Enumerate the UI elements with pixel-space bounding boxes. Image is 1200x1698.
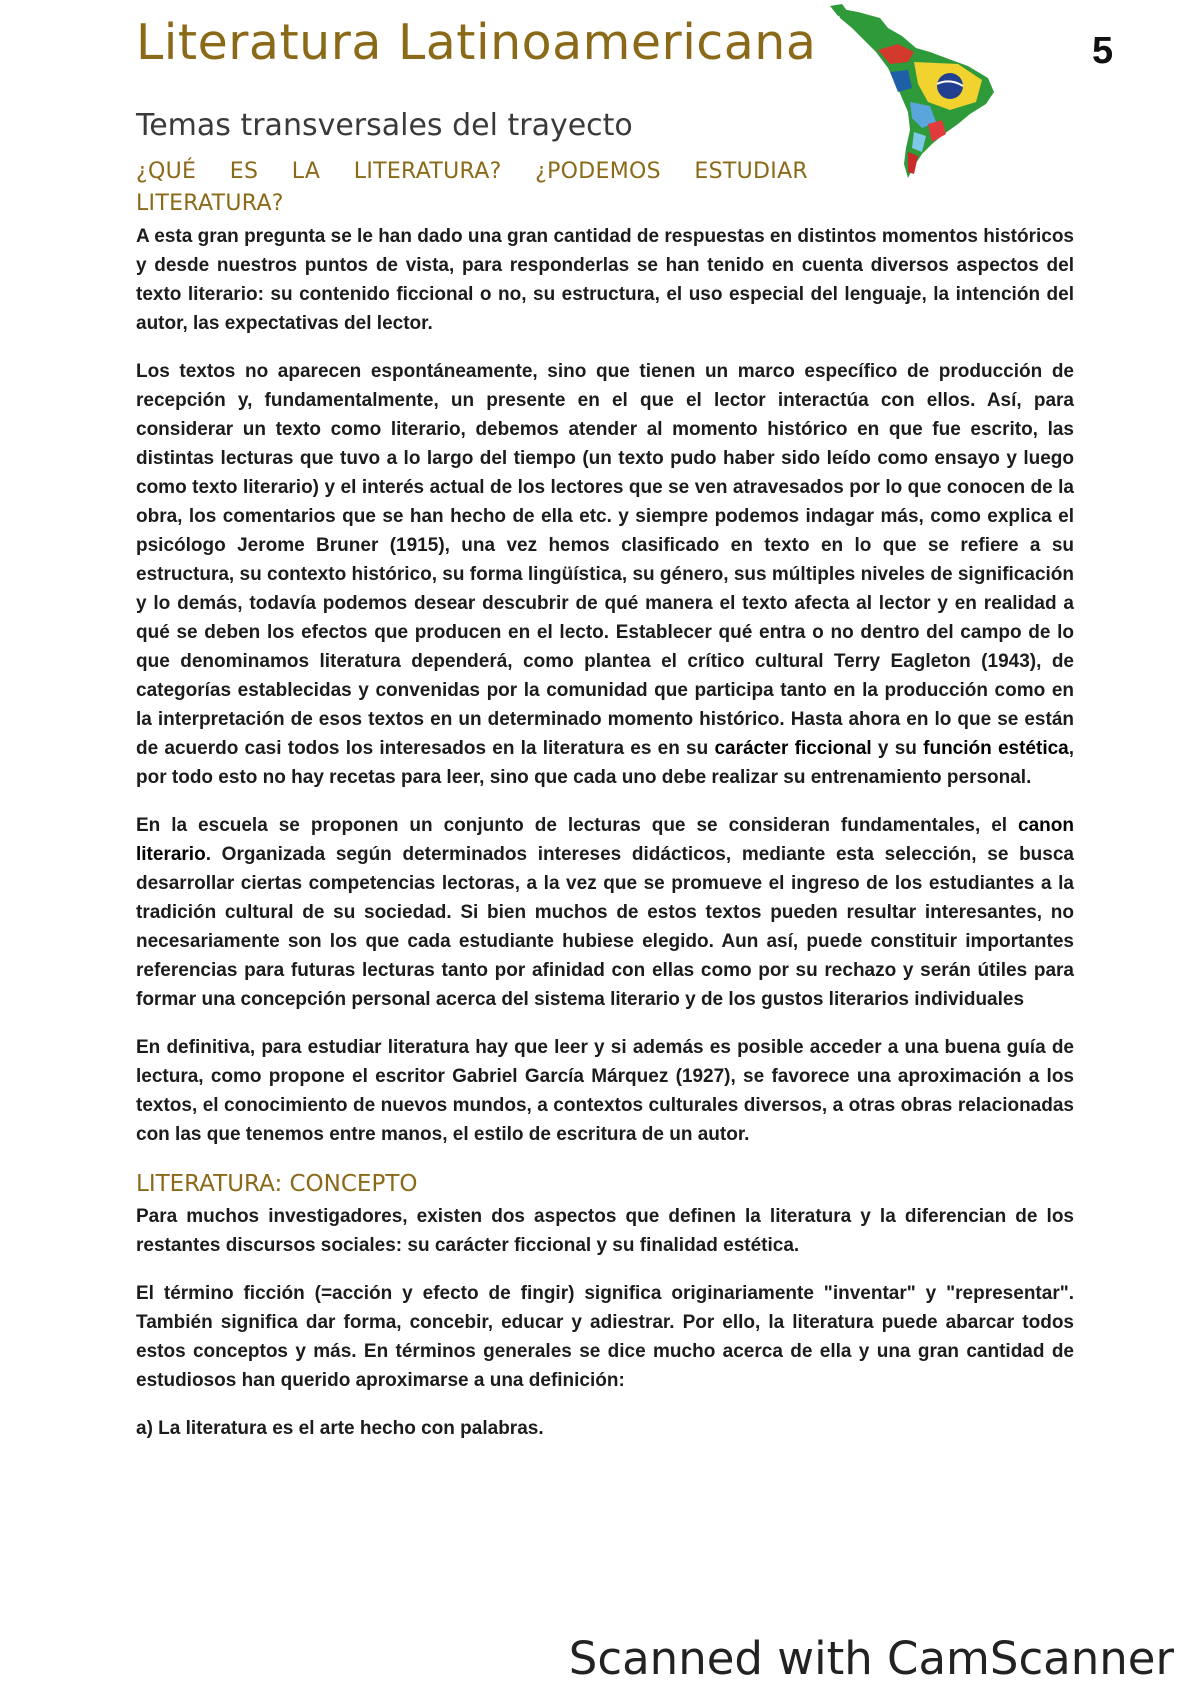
document-title: Literatura Latinoamericana <box>136 14 817 71</box>
question-heading: ¿QUÉ ES LA LITERATURA? ¿PODEMOS ESTUDIAR LITERATURA? <box>136 159 808 216</box>
paragraph-canon <box>136 811 1074 1014</box>
camscanner-watermark: Scanned with CamScanner <box>568 1632 1174 1685</box>
document-body <box>136 222 1074 1462</box>
paragraph-concept-intro: Para muchos investigadores, existen dos aspectos que definen la literatura y la diferencian de los restantes discursos sociales: su carácter ficcional y su finalidad estética. <box>136 1206 1074 1256</box>
latin-america-map-icon <box>818 2 1018 180</box>
concept-section-heading: LITERATURA: CONCEPTO <box>136 1171 418 1197</box>
paragraph-context-text-2: y su <box>871 738 924 759</box>
paragraph-canon-text-2: . Organizada según determinados intereses didácticos, mediante esta selección, se busca desarrollar ciertas competencias lectoras, a la vez que se promueve el ingreso de los estudiantes a la tradición cultural de su sociedad. Si bien muchos de estos textos pueden resultar interesantes, no necesariamente son los que cada estudiante hubiese elegido. Aun así, puede constituir importantes referencias para futuras lecturas tanto por afinidad con ellas como por su rechazo y serán útiles para formar una concepción personal acerca del sistema literario y de los gustos literarios individuales <box>136 844 1074 1010</box>
paragraph-fiction-term: El término ficción (=acción y efecto de fingir) significa originariamente "inventar" y "representar". También significa dar forma, concebir, educar y adiestrar. Por ello, la literatura puede abarcar todos estos conceptos y más. En términos generales se dice mucho acerca de ella y una gran cantidad de estudiosos han querido aproximarse a una definición: <box>136 1283 1074 1391</box>
paragraph-context <box>136 357 1074 792</box>
paragraph-conclusion: En definitiva, para estudiar literatura hay que leer y si además es posible acceder a una buena guía de lectura, como propone el escritor Gabriel García Márquez (1927), se favorece una aproximación a los textos, el conocimiento de nuevos mundos, a contextos culturales diversos, a otras obras relacionadas con las que tenemos entre manos, el estilo de escritura de un autor. <box>136 1037 1074 1145</box>
paragraph-context-text-3: , por todo esto no hay recetas para leer, sino que cada uno debe realizar su entrenamiento personal. <box>136 738 1075 788</box>
emphasis-fictional-character: carácter ficcional <box>714 738 872 759</box>
emphasis-literary-canon: canon literario <box>136 815 1074 865</box>
page-number: 5 <box>1092 30 1114 72</box>
emphasis-aesthetic-function: función estética <box>923 738 1069 759</box>
paragraph-context-text-1: Los textos no aparecen espontáneamente, sino que tienen un marco específico de producción de recepción y, fundamentalmente, un presente en el que el lector interactúa con ellos. Así, para considerar un texto como literario, debemos atender al momento histórico en que fue escrito, las distintas lecturas que tuvo a lo largo del tiempo (un texto pudo haber sido leído como ensayo y luego como texto literario) y el interés actual de los lectores que se ven atravesados por lo que conocen de la obra, los comentarios que se han hecho de ella etc. y siempre podemos indagar más, como explica el psicólogo Jerome Bruner (1915), una vez hemos clasificado en texto en lo que se refiere a su estructura, su contexto histórico, su forma lingüística, su género, sus múltiples niveles de significación y lo demás, todavía podemos desear descubrir de qué manera el texto afecta al lector y en realidad a qué se deben los efectos que producen en el lecto. Establecer qué entra o no dentro del campo de lo que denominamos literatura dependerá, como plantea el crítico cultural Terry Eagleton (1943), de categorías establecidas y convenidas por la comunidad que participa tanto en la producción como en la interpretación de esos textos en un determinado momento histórico. Hasta ahora en lo que se están de acuerdo casi todos los interesados en la literatura es en su <box>136 361 1074 759</box>
definition-item-a: a) La literatura es el arte hecho con palabras. <box>136 1418 544 1439</box>
paragraph-canon-text-1: En la escuela se proponen un conjunto de lecturas que se consideran fundamentales, el <box>136 815 1019 836</box>
section-subtitle: Temas transversales del trayecto <box>136 108 633 143</box>
paragraph-intro: A esta gran pregunta se le han dado una gran cantidad de respuestas en distintos momentos históricos y desde nuestros puntos de vista, para responderlas se han tenido en cuenta diversos aspectos del texto literario: su contenido ficcional o no, su estructura, el uso especial del lenguaje, la intención del autor, las expectativas del lector. <box>136 226 1074 334</box>
